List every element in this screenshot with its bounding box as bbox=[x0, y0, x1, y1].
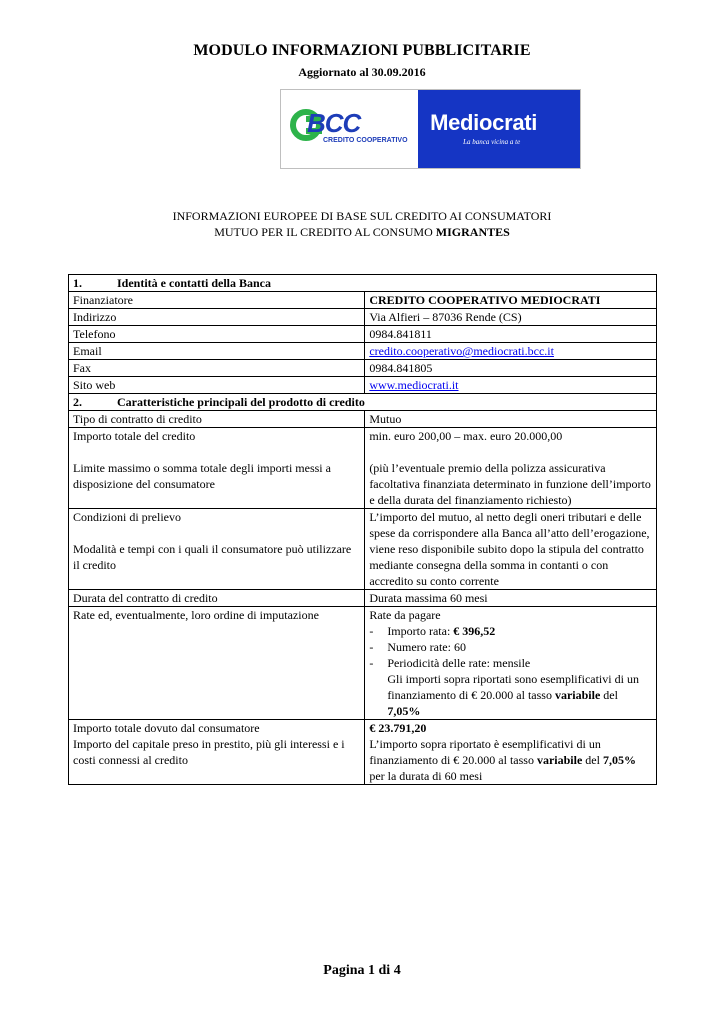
withdrawal-value: L’importo del mutuo, al netto degli oneri tributari e delle spese da corrispondere alla Banca all’atto dell’erogazione, viene reso disponibile subito dopo la stipula del contratto mediante consegna della somma in contanti o con accredito su conto corrente bbox=[365, 509, 657, 590]
bcc-logo-subtext: CREDITO COOPERATIVO bbox=[323, 137, 408, 144]
table-row bbox=[69, 343, 657, 360]
spacer bbox=[73, 525, 360, 541]
mediocrati-tagline: La banca vicina a te bbox=[463, 138, 521, 146]
row-label: Finanziatore bbox=[69, 292, 365, 309]
table-row bbox=[69, 428, 657, 509]
row-label: Email bbox=[69, 343, 365, 360]
total-amount: € 23.791,20 bbox=[369, 721, 427, 735]
row-sublabel: Limite massimo o somma totale degli importi messi a disposizione del consumatore bbox=[73, 461, 331, 491]
spacer bbox=[369, 444, 652, 460]
table-row bbox=[69, 590, 657, 607]
section-header bbox=[69, 394, 657, 411]
info-table bbox=[68, 274, 657, 785]
table-row bbox=[69, 607, 657, 720]
section-number: 1. bbox=[73, 276, 82, 290]
section-2-header bbox=[69, 394, 657, 411]
table-row bbox=[69, 309, 657, 326]
email-cell bbox=[365, 343, 657, 360]
document-title: MODULO INFORMAZIONI PUBBLICITARIE bbox=[193, 42, 531, 59]
installment-amount-value: € 396,52 bbox=[453, 624, 496, 638]
intro-product-name: MIGRANTES bbox=[435, 225, 510, 239]
note-text: Gli importi sopra riportati sono esemplificativi di un finanziamento di € 20.000 al tasso bbox=[387, 672, 639, 702]
installments-cell bbox=[365, 607, 657, 720]
installments-note bbox=[369, 671, 652, 719]
lender-value: CREDITO COOPERATIVO MEDIOCRATI bbox=[365, 292, 657, 309]
bcc-logo-text: BCC bbox=[307, 108, 361, 138]
rate-type: variabile bbox=[554, 688, 601, 702]
website-link[interactable]: www.mediocrati.it bbox=[369, 378, 459, 392]
row-label: Durata del contratto di credito bbox=[69, 590, 365, 607]
row-label: Sito web bbox=[69, 377, 365, 394]
table-row bbox=[69, 360, 657, 377]
row-label: Indirizzo bbox=[69, 309, 365, 326]
intro-line-2 bbox=[0, 224, 724, 240]
spacer bbox=[73, 444, 360, 460]
installments-heading: Rate da pagare bbox=[369, 608, 441, 622]
row-label: Tipo di contratto di credito bbox=[69, 411, 365, 428]
intro-line-1: INFORMAZIONI EUROPEE DI BASE SUL CREDITO AI CONSUMATORI bbox=[172, 209, 552, 223]
section-title: Caratteristiche principali del prodotto di credito bbox=[117, 395, 365, 409]
rate-value: 7,05% bbox=[387, 704, 421, 718]
rate-type: variabile bbox=[536, 753, 583, 767]
list-item: - Numero rate: 60 bbox=[369, 640, 466, 654]
installment-frequency: Periodicità delle rate: mensile bbox=[387, 656, 531, 670]
duration-value: Durata massima 60 mesi bbox=[365, 590, 657, 607]
table-row bbox=[69, 377, 657, 394]
row-label: Importo totale del credito bbox=[73, 429, 196, 443]
email-link[interactable]: credito.cooperativo@mediocrati.bcc.it bbox=[369, 344, 554, 358]
section-title: Identità e contatti della Banca bbox=[117, 276, 271, 290]
credit-amount-label-cell bbox=[69, 428, 365, 509]
contract-type-value: Mutuo bbox=[365, 411, 657, 428]
note-text: del bbox=[603, 688, 618, 702]
table-row bbox=[69, 720, 657, 785]
credit-note: (più l’eventuale premio della polizza assicurativa facoltativa finanziata determinato in funzione dell’importo e della durata del finanziamento richiesto) bbox=[369, 461, 651, 507]
website-cell bbox=[365, 377, 657, 394]
table-row bbox=[69, 509, 657, 590]
note-text: per la durata di 60 mesi bbox=[369, 769, 483, 783]
mediocrati-logo bbox=[418, 90, 580, 168]
section-number: 2. bbox=[73, 395, 82, 409]
fax-value: 0984.841805 bbox=[365, 360, 657, 377]
page-number: Pagina 1 di 4 bbox=[323, 963, 401, 978]
table-row bbox=[69, 411, 657, 428]
installment-amount-label: Importo rata: bbox=[387, 624, 451, 638]
total-note bbox=[369, 736, 652, 784]
bcc-logo bbox=[281, 90, 418, 168]
total-label-cell bbox=[69, 720, 365, 785]
rate-value: 7,05% bbox=[602, 753, 636, 767]
row-label: Fax bbox=[69, 360, 365, 377]
installment-count: Numero rate: 60 bbox=[387, 640, 466, 654]
intro-product-prefix: MUTUO PER IL CREDITO AL CONSUMO bbox=[214, 225, 433, 239]
document-intro bbox=[0, 208, 724, 240]
credit-amount-value-cell bbox=[365, 428, 657, 509]
mediocrati-logo-text: Mediocrati bbox=[430, 110, 538, 135]
row-label: Telefono bbox=[69, 326, 365, 343]
row-sublabel: Modalità e tempi con i quali il consumatore può utilizzare il credito bbox=[73, 542, 352, 572]
bank-logo bbox=[280, 89, 581, 169]
total-value-cell bbox=[365, 720, 657, 785]
row-label: Importo totale dovuto dal consumatore bbox=[73, 721, 260, 735]
note-text: del bbox=[585, 753, 600, 767]
update-date: Aggiornato al 30.09.2016 bbox=[298, 65, 426, 79]
section-1-header bbox=[69, 275, 657, 292]
credit-range-value: min. euro 200,00 – max. euro 20.000,00 bbox=[369, 429, 563, 443]
address-value: Via Alfieri – 87036 Rende (CS) bbox=[365, 309, 657, 326]
note-text: L’importo sopra riportato è esemplificativi di un finanziamento di € 20.000 al tasso bbox=[369, 737, 601, 767]
withdrawal-label-cell bbox=[69, 509, 365, 590]
row-label: Condizioni di prelievo bbox=[73, 510, 181, 524]
phone-value: 0984.841811 bbox=[365, 326, 657, 343]
section-header bbox=[69, 275, 657, 292]
table-row bbox=[69, 326, 657, 343]
list-item: - Importo rata: € 396,52 bbox=[369, 624, 496, 638]
row-sublabel: Importo del capitale preso in prestito, più gli interessi e i costi connessi al credito bbox=[73, 737, 345, 767]
table-row bbox=[69, 292, 657, 309]
row-label: Rate ed, eventualmente, loro ordine di imputazione bbox=[69, 607, 365, 720]
list-item: - Periodicità delle rate: mensile bbox=[369, 656, 531, 670]
